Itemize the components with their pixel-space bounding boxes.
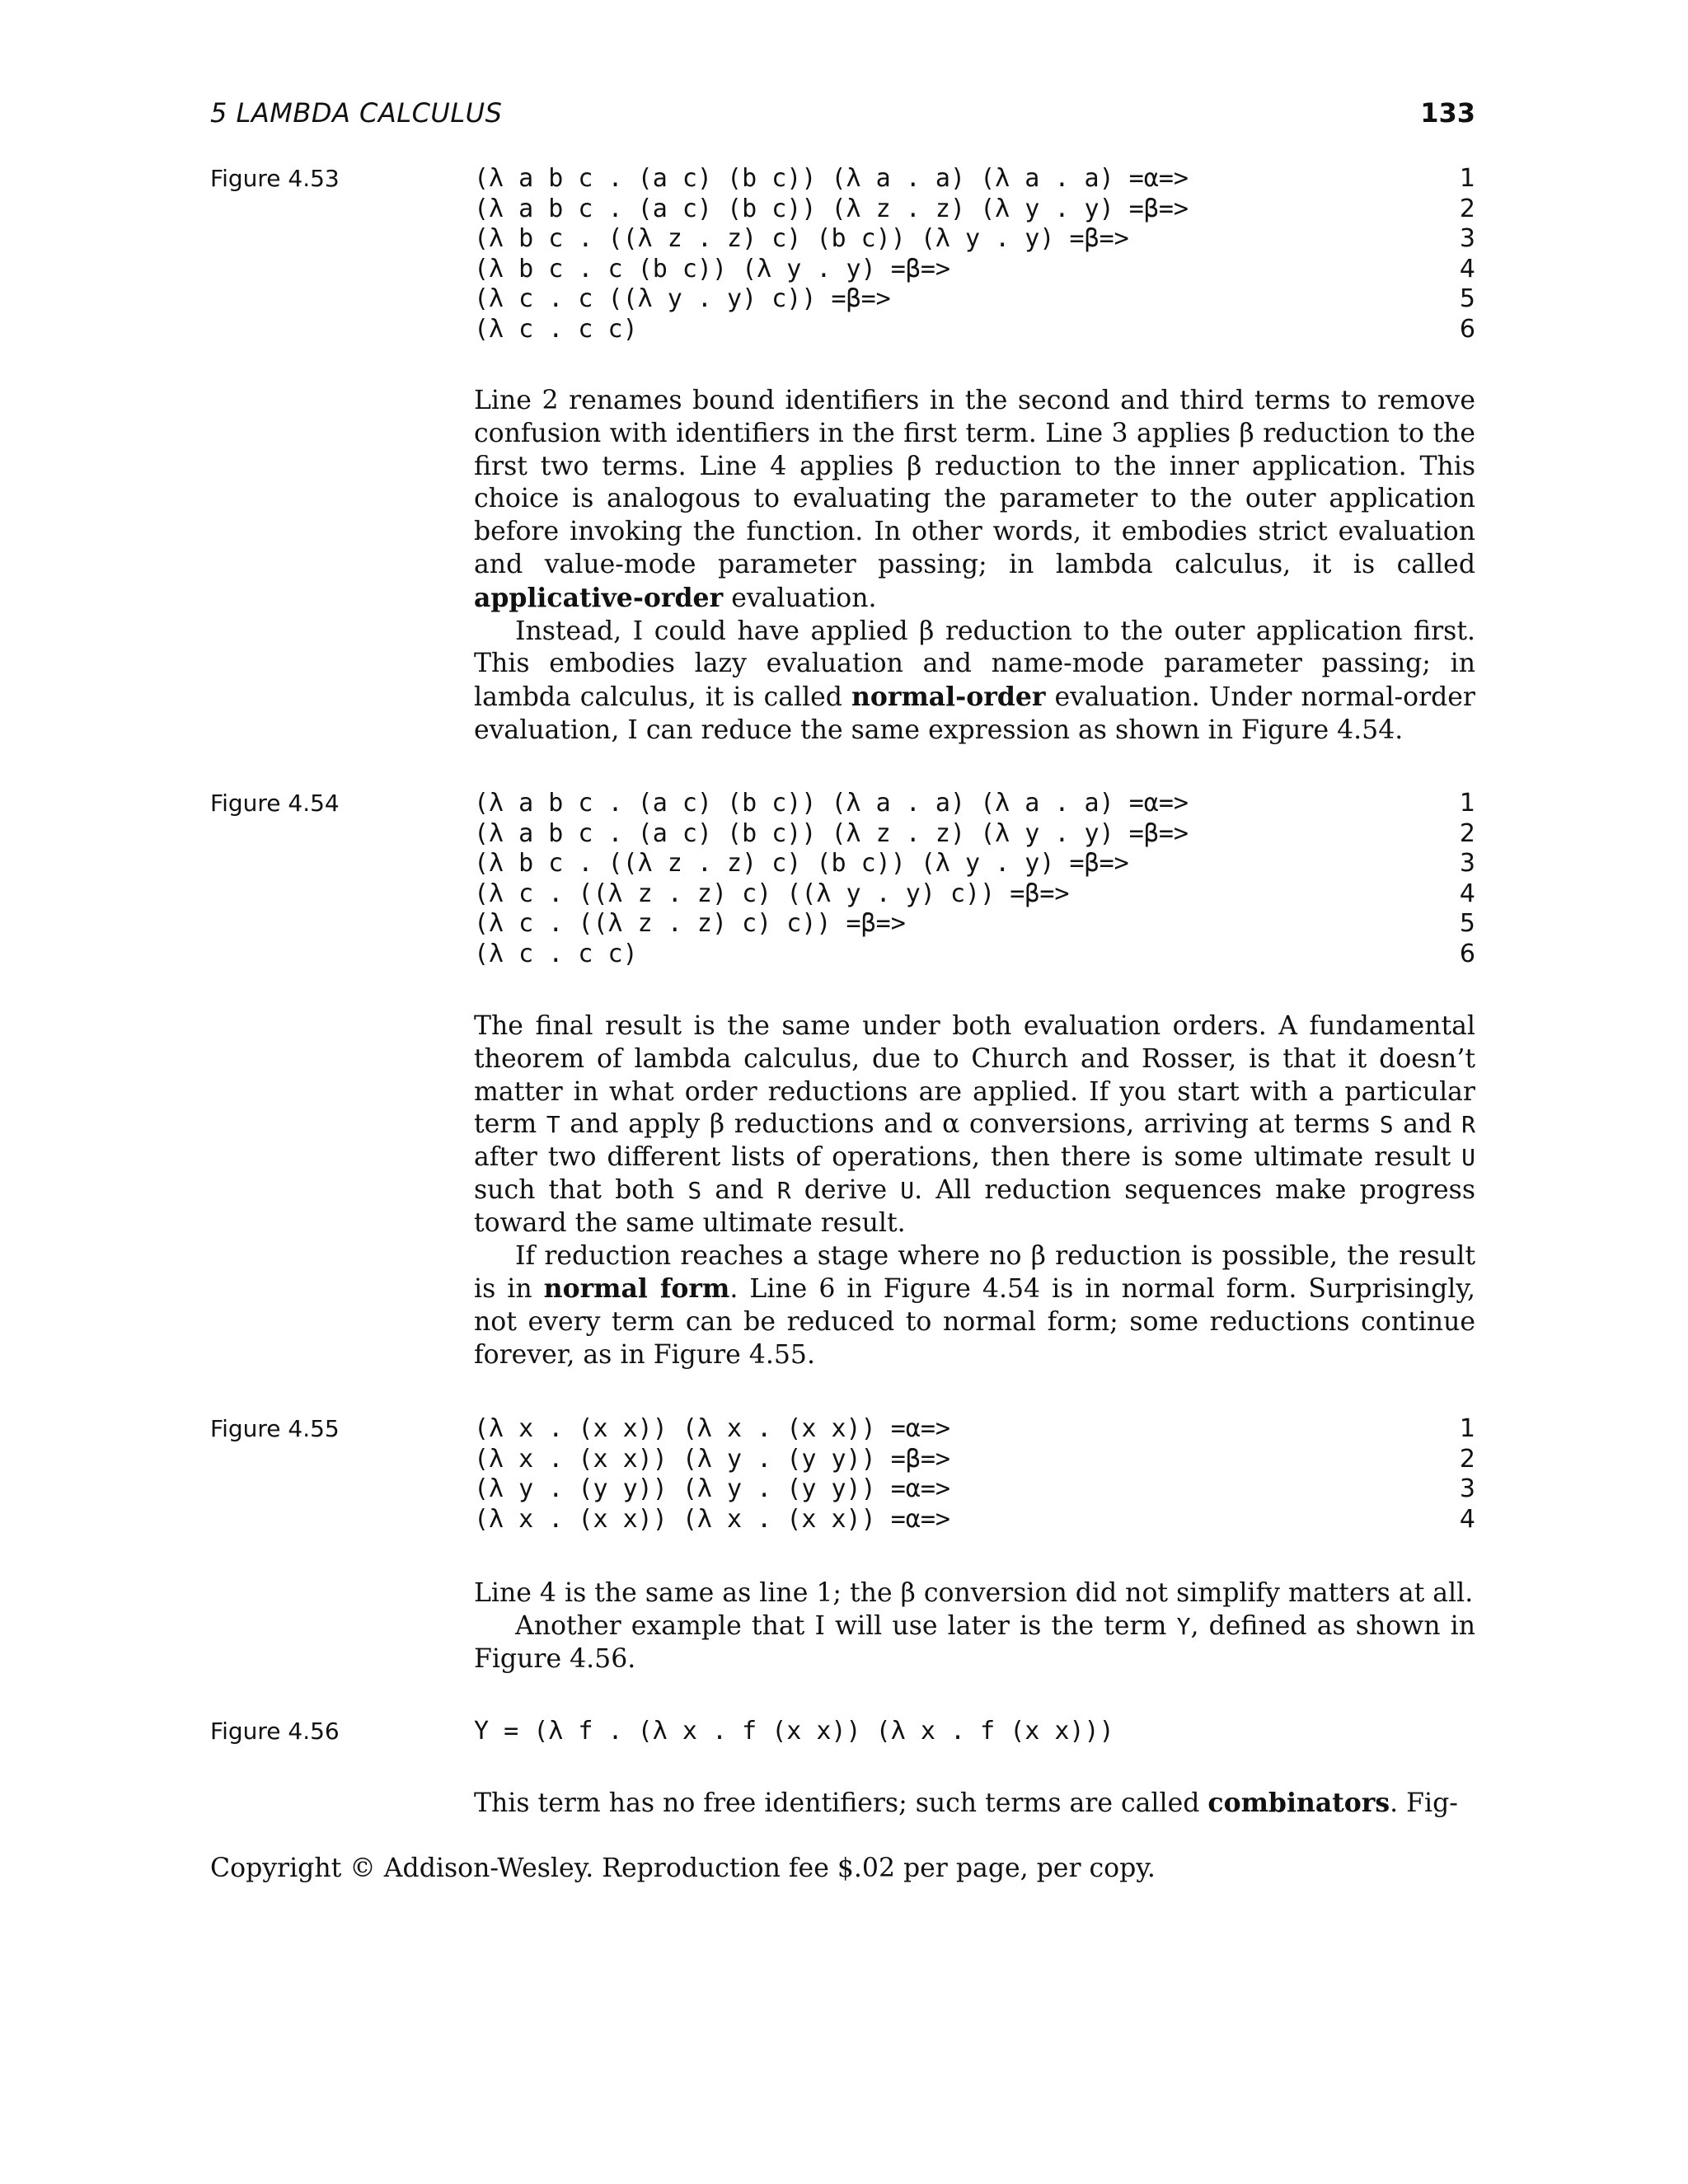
code-line: [474, 1444, 1475, 1474]
code-line: [474, 939, 1475, 969]
code-text: (λ x . (x x)) (λ x . (x x)) =α=>: [474, 1414, 950, 1443]
text-run: such that both: [474, 1174, 688, 1205]
running-head: [210, 97, 1475, 134]
copyright-footer: Copyright © Addison-Wesley. Reproduction fee $.02 per page, per copy.: [210, 1854, 1156, 1883]
term-normal-order: normal-order: [851, 682, 1046, 713]
term-symbol: U: [900, 1176, 915, 1204]
code-text: (λ b c . ((λ z . z) c) (b c)) (λ y . y) =β=>: [474, 224, 1129, 254]
line-number: 1: [1459, 1414, 1475, 1443]
term-symbol: R: [776, 1176, 791, 1204]
code-text: (λ a b c . (a c) (b c)) (λ a . a) (λ a . a) =α=>: [474, 164, 1189, 193]
code-line: [474, 1504, 1475, 1535]
term-symbol: T: [546, 1111, 560, 1139]
figure-label: Figure 4.55: [210, 1415, 340, 1442]
text-run: Instead, I could have applied β reduction to the outer application first. This embodies lazy evaluation and name-mode parameter passing; in lambda calculus, it is called: [474, 616, 1475, 713]
paragraph: [474, 1010, 1475, 1240]
term-symbol: S: [687, 1176, 702, 1204]
line-number: 6: [1459, 939, 1475, 968]
code-text: (λ a b c . (a c) (b c)) (λ a . a) (λ a . a) =α=>: [474, 789, 1189, 818]
code-line: [474, 908, 1475, 939]
combinator-definition: [474, 1716, 1475, 1746]
paragraph: [474, 1577, 1475, 1610]
text-run: and: [701, 1174, 777, 1205]
line-number: 2: [1459, 194, 1475, 223]
text-run: The final result is the same under both evaluation orders. A fundamental theorem of lambda calculus, due to Church and Rosser, is that it doesn’t matter in what order reductions are applied. If you start with a particular term: [474, 1011, 1475, 1140]
term-combinators: combinators: [1207, 1788, 1390, 1818]
paragraph: [474, 1610, 1475, 1676]
line-number: 3: [1459, 849, 1475, 879]
text-run: and apply β reductions and α conversions, arriving at terms: [560, 1109, 1380, 1140]
figure-label: Figure 4.54: [210, 790, 340, 817]
text-run: Line 4 is the same as line 1; the β conversion did not simplify matters at all.: [474, 1578, 1474, 1608]
text-run: . All reduction sequences make progress toward the same ultimate result.: [474, 1174, 1475, 1238]
line-number: 2: [1459, 1444, 1475, 1474]
code-text: (λ x . (x x)) (λ x . (x x)) =α=>: [474, 1504, 950, 1534]
line-number: 4: [1459, 879, 1475, 908]
text-run: . Line 6 in Figure 4.54 is in normal form. Surprisingly, not every term can be reduced to normal form; some reductions continue forever, as in Figure 4.55.: [474, 1274, 1476, 1370]
code-text: (λ b c . ((λ z . z) c) (b c)) (λ y . y) =β=>: [474, 849, 1129, 879]
term-symbol: R: [1461, 1111, 1475, 1139]
text-run: evaluation. Under normal-order evaluation, I can reduce the same expression as shown in Figure 4.54.: [474, 682, 1475, 745]
page-number: 133: [1420, 97, 1475, 129]
code-text: (λ y . (y y)) (λ y . (y y)) =α=>: [474, 1474, 950, 1504]
prose-block-4: [474, 1787, 1475, 1821]
term-symbol: Y: [1176, 1612, 1191, 1640]
text-run: derive: [790, 1174, 901, 1205]
text-run: . Fig-: [1390, 1788, 1458, 1818]
code-line: [474, 788, 1475, 818]
term-applicative-order: applicative-order: [474, 582, 724, 613]
prose-block-3: [474, 1577, 1475, 1675]
line-number: 4: [1459, 254, 1475, 284]
code-line: [474, 818, 1475, 849]
reduction-listing: [474, 1413, 1475, 1534]
line-number: 3: [1459, 1474, 1475, 1504]
paragraph: [474, 1240, 1475, 1372]
code-line: [474, 1413, 1475, 1444]
text-run: If reduction reaches a stage where no β reduction is possible, the result is in: [474, 1240, 1475, 1305]
text-run: , defined as shown in Figure 4.56.: [474, 1610, 1475, 1674]
figure-label: Figure 4.53: [210, 165, 340, 192]
line-number: 5: [1459, 909, 1475, 939]
code-line: [474, 1716, 1475, 1746]
text-run: evaluation.: [723, 583, 877, 613]
line-number: 5: [1459, 284, 1475, 314]
text-run: after two different lists of operations, then there is some ultimate result: [474, 1142, 1462, 1173]
text-run: Line 2 renames bound identifiers in the second and third terms to remove confusion with identifiers in the first term. Line 3 applies β reduction to the first two terms. Line 4 applies β reduction to the inner application. This choice is analogous to evaluating the parameter to the outer application before invoking the function. In other words, it embodies strict evaluation and value-mode parameter passing; in lambda calculus, it is called: [474, 386, 1475, 579]
code-line: [474, 163, 1475, 194]
code-text: (λ a b c . (a c) (b c)) (λ z . z) (λ y . y) =β=>: [474, 194, 1189, 223]
paragraph: [474, 385, 1475, 616]
code-text: Y = (λ f . (λ x . f (x x)) (λ x . f (x x))): [474, 1717, 1114, 1746]
term-normal-form: normal form: [543, 1273, 730, 1305]
term-symbol: S: [1379, 1111, 1394, 1139]
code-text: (λ c . c ((λ y . y) c)) =β=>: [474, 284, 891, 314]
term-symbol: U: [1461, 1144, 1475, 1172]
code-text: (λ c . c c): [474, 314, 638, 344]
code-text: (λ c . ((λ z . z) c) c)) =β=>: [474, 909, 906, 939]
line-number: 2: [1459, 818, 1475, 848]
code-text: (λ c . c c): [474, 939, 638, 968]
code-line: [474, 848, 1475, 879]
code-line: [474, 284, 1475, 314]
line-number: 6: [1459, 314, 1475, 344]
line-number: 1: [1459, 164, 1475, 193]
text-run: This term has no free identifiers; such terms are called: [474, 1788, 1208, 1818]
text-run: and: [1393, 1109, 1462, 1140]
code-text: (λ c . ((λ z . z) c) ((λ y . y) c)) =β=>: [474, 879, 1070, 908]
code-text: (λ a b c . (a c) (b c)) (λ z . z) (λ y . y) =β=>: [474, 818, 1189, 848]
code-text: (λ b c . c (b c)) (λ y . y) =β=>: [474, 254, 950, 284]
paragraph: [474, 1787, 1475, 1821]
line-number: 3: [1459, 224, 1475, 254]
code-line: [474, 254, 1475, 284]
line-number: 4: [1459, 1504, 1475, 1534]
code-line: [474, 194, 1475, 224]
code-line: [474, 314, 1475, 344]
figure-label: Figure 4.56: [210, 1718, 340, 1745]
code-line: [474, 1474, 1475, 1504]
line-number: 1: [1459, 789, 1475, 818]
chapter-title: 5 LAMBDA CALCULUS: [210, 97, 503, 129]
code-text: (λ x . (x x)) (λ y . (y y)) =β=>: [474, 1444, 950, 1474]
code-line: [474, 223, 1475, 254]
prose-block-1: [474, 385, 1475, 748]
code-line: [474, 879, 1475, 909]
reduction-listing: [474, 788, 1475, 969]
paragraph: [474, 616, 1475, 748]
reduction-listing: [474, 163, 1475, 344]
text-run: Another example that I will use later is the term: [515, 1610, 1177, 1641]
prose-block-2: [474, 1010, 1475, 1372]
